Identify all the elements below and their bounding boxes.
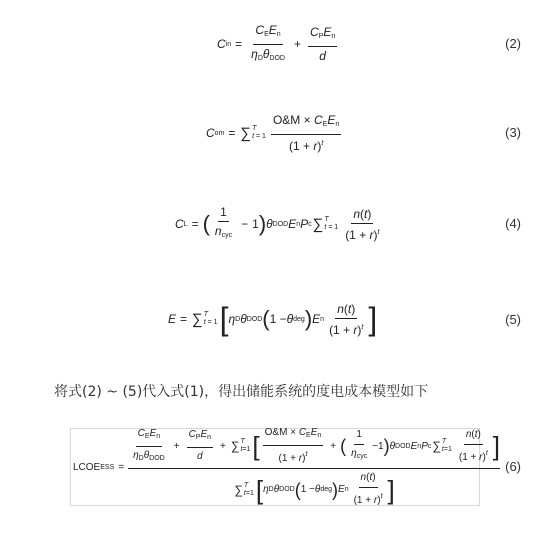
times-sign: × xyxy=(290,427,297,438)
ess-subscript: ESS xyxy=(100,463,115,471)
equation-number: (4) xyxy=(505,216,521,231)
equation-6: LCOE ESS = $\frac{C_EE_n}{\eta_D\theta_{DOD}}$ + $\frac{C_PE_n}{d}$ + ∑ T t=1 [ $\frac{O\&M \times C_EE_n}{(1 + r)^t}$ + ( $\frac{1}{\eta_{cyc}}$ −1 ) θ DOD E n P c ∑ T t=1 $\frac{n(t)}{(1 + r)^t}$ ] ∑ T t=1 [ η D θ DOD ( 1 − θ deg ) E n $\frac{n(t)}{(1 + r)^t}$ ] xyxy=(73,427,501,506)
equation-5-row xyxy=(0,296,547,342)
equation-3-row xyxy=(0,112,547,154)
om-term: O&M xyxy=(264,427,288,438)
equation-2: C in = $\frac{C_EE_n}{\eta_D\theta_{DOD}}$ + $\frac{C_PE_n}{d}$ xyxy=(217,22,336,63)
lcoe-term: LCOE xyxy=(73,461,101,473)
times-sign: × xyxy=(303,113,311,127)
equation-number: (2) xyxy=(505,36,521,51)
om-term: O&M xyxy=(272,113,301,127)
equation-6-box xyxy=(70,427,501,506)
equation-3: C om = ∑ T t = 1 $\frac{O\&M \times C_EE_n}{(1 + r)^t}$ xyxy=(206,113,340,153)
equation-number: (5) xyxy=(505,312,521,327)
equation-number: (3) xyxy=(505,125,521,140)
equation-4-row xyxy=(0,203,547,245)
equation-4: C L = ( $\frac{1}{n_{cyc}}$ − 1 ) θ DOD E n P c ∑ T t = 1 $\frac{n(t)}{(1 + r)^t}$ xyxy=(175,205,380,242)
equation-number: (6) xyxy=(505,459,521,474)
equation-2-row xyxy=(0,24,547,64)
body-sentence: 将式(2) ~ (5)代入式(1)，得出储能系统的度电成本模型如下 xyxy=(54,384,429,400)
equation-5: E = ∑ T t = 1 [ η D θ DOD ( 1 − θ deg ) E n $\frac{n(t)}{(1 + r)^t}$ ] xyxy=(168,301,378,337)
